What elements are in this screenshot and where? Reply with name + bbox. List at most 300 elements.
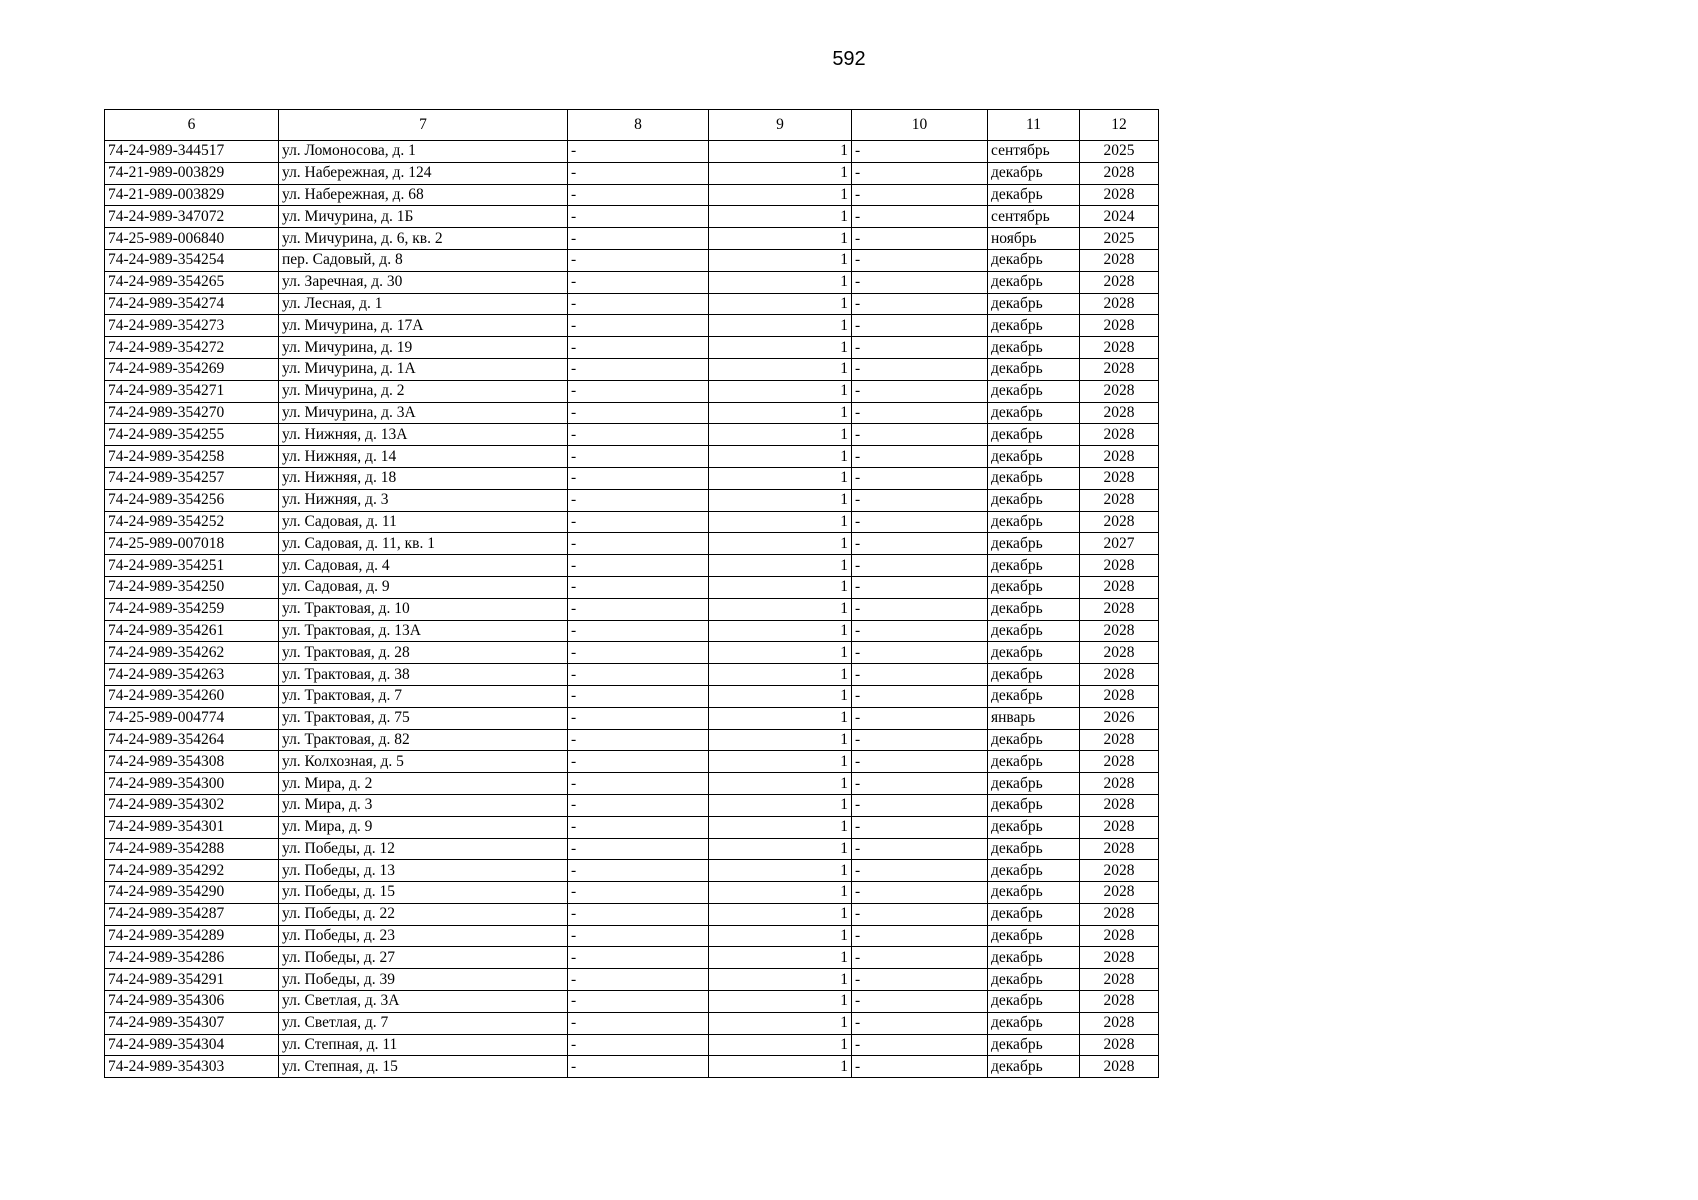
cadastral-number-cell: 74-24-989-354290: [105, 882, 279, 904]
quantity-cell: 1: [709, 446, 852, 468]
page-number: 592: [832, 48, 866, 70]
table-row: [105, 991, 1159, 1013]
col-8-cell: -: [568, 511, 709, 533]
col-8-cell: -: [568, 620, 709, 642]
year-cell: 2026: [1080, 707, 1159, 729]
cadastral-number-cell: 74-24-989-354250: [105, 576, 279, 598]
cadastral-number-cell: 74-24-989-354258: [105, 446, 279, 468]
col-10-cell: -: [852, 925, 988, 947]
col-10-cell: -: [852, 1056, 988, 1078]
year-cell: 2028: [1080, 751, 1159, 773]
table-row: [105, 925, 1159, 947]
table-row: [105, 446, 1159, 468]
col-10-cell: -: [852, 271, 988, 293]
month-cell: декабрь: [988, 380, 1080, 402]
table-row: [105, 1034, 1159, 1056]
quantity-cell: 1: [709, 598, 852, 620]
month-cell: сентябрь: [988, 206, 1080, 228]
month-cell: декабрь: [988, 402, 1080, 424]
month-cell: декабрь: [988, 467, 1080, 489]
col-10-cell: -: [852, 249, 988, 271]
col-10-cell: -: [852, 533, 988, 555]
col-header-12: 12: [1080, 110, 1159, 141]
col-10-cell: -: [852, 337, 988, 359]
cadastral-number-cell: 74-24-989-354287: [105, 903, 279, 925]
cadastral-number-cell: 74-25-989-007018: [105, 533, 279, 555]
col-10-cell: -: [852, 358, 988, 380]
col-8-cell: -: [568, 533, 709, 555]
month-cell: декабрь: [988, 751, 1080, 773]
address-cell: ул. Мичурина, д. 17А: [279, 315, 568, 337]
address-cell: ул. Трактовая, д. 13А: [279, 620, 568, 642]
cadastral-number-cell: 74-24-989-354291: [105, 969, 279, 991]
quantity-cell: 1: [709, 729, 852, 751]
col-8-cell: -: [568, 794, 709, 816]
table-row: [105, 358, 1159, 380]
address-cell: ул. Колхозная, д. 5: [279, 751, 568, 773]
col-10-cell: -: [852, 228, 988, 250]
cadastral-number-cell: 74-24-989-354303: [105, 1056, 279, 1078]
col-8-cell: -: [568, 969, 709, 991]
col-10-cell: -: [852, 467, 988, 489]
month-cell: декабрь: [988, 816, 1080, 838]
table-row: [105, 1056, 1159, 1078]
quantity-cell: 1: [709, 947, 852, 969]
address-cell: ул. Набережная, д. 68: [279, 184, 568, 206]
address-cell: ул. Нижняя, д. 18: [279, 467, 568, 489]
col-header-11: 11: [988, 110, 1080, 141]
col-8-cell: -: [568, 729, 709, 751]
quantity-cell: 1: [709, 620, 852, 642]
col-10-cell: -: [852, 511, 988, 533]
year-cell: 2028: [1080, 620, 1159, 642]
year-cell: 2028: [1080, 271, 1159, 293]
month-cell: январь: [988, 707, 1080, 729]
year-cell: 2028: [1080, 358, 1159, 380]
address-cell: пер. Садовый, д. 8: [279, 249, 568, 271]
quantity-cell: 1: [709, 794, 852, 816]
col-10-cell: -: [852, 424, 988, 446]
table-row: [105, 838, 1159, 860]
address-cell: ул. Победы, д. 39: [279, 969, 568, 991]
col-10-cell: -: [852, 402, 988, 424]
col-8-cell: -: [568, 838, 709, 860]
address-cell: ул. Садовая, д. 9: [279, 576, 568, 598]
col-10-cell: -: [852, 685, 988, 707]
month-cell: сентябрь: [988, 141, 1080, 163]
table-row: [105, 380, 1159, 402]
col-8-cell: -: [568, 271, 709, 293]
table-row: [105, 162, 1159, 184]
year-cell: 2028: [1080, 925, 1159, 947]
col-8-cell: -: [568, 773, 709, 795]
year-cell: 2028: [1080, 315, 1159, 337]
table-row: [105, 860, 1159, 882]
year-cell: 2028: [1080, 380, 1159, 402]
col-10-cell: -: [852, 1034, 988, 1056]
table-row: [105, 206, 1159, 228]
address-cell: ул. Мичурина, д. 1А: [279, 358, 568, 380]
col-10-cell: -: [852, 794, 988, 816]
year-cell: 2025: [1080, 228, 1159, 250]
quantity-cell: 1: [709, 1056, 852, 1078]
col-10-cell: -: [852, 598, 988, 620]
cadastral-number-cell: 74-24-989-354274: [105, 293, 279, 315]
year-cell: 2028: [1080, 1056, 1159, 1078]
quantity-cell: 1: [709, 141, 852, 163]
quantity-cell: 1: [709, 555, 852, 577]
year-cell: 2028: [1080, 446, 1159, 468]
col-8-cell: -: [568, 903, 709, 925]
month-cell: декабрь: [988, 947, 1080, 969]
month-cell: декабрь: [988, 598, 1080, 620]
quantity-cell: 1: [709, 293, 852, 315]
table-row: [105, 620, 1159, 642]
col-10-cell: -: [852, 642, 988, 664]
address-cell: ул. Мичурина, д. 2: [279, 380, 568, 402]
table-row: [105, 555, 1159, 577]
col-10-cell: -: [852, 860, 988, 882]
year-cell: 2028: [1080, 293, 1159, 315]
quantity-cell: 1: [709, 838, 852, 860]
quantity-cell: 1: [709, 467, 852, 489]
address-cell: ул. Мира, д. 2: [279, 773, 568, 795]
col-10-cell: -: [852, 315, 988, 337]
col-8-cell: -: [568, 489, 709, 511]
address-cell: ул. Садовая, д. 4: [279, 555, 568, 577]
address-cell: ул. Победы, д. 23: [279, 925, 568, 947]
cadastral-number-cell: 74-24-989-347072: [105, 206, 279, 228]
address-cell: ул. Победы, д. 13: [279, 860, 568, 882]
col-8-cell: -: [568, 991, 709, 1013]
col-header-7: 7: [279, 110, 568, 141]
col-8-cell: -: [568, 402, 709, 424]
col-8-cell: -: [568, 1034, 709, 1056]
cadastral-number-cell: 74-24-989-354257: [105, 467, 279, 489]
quantity-cell: 1: [709, 533, 852, 555]
address-cell: ул. Трактовая, д. 28: [279, 642, 568, 664]
month-cell: декабрь: [988, 533, 1080, 555]
col-header-6: 6: [105, 110, 279, 141]
month-cell: декабрь: [988, 838, 1080, 860]
table-row: [105, 489, 1159, 511]
table-row: [105, 882, 1159, 904]
col-8-cell: -: [568, 446, 709, 468]
year-cell: 2025: [1080, 141, 1159, 163]
col-10-cell: -: [852, 1012, 988, 1034]
month-cell: ноябрь: [988, 228, 1080, 250]
table-row: [105, 293, 1159, 315]
table-row: [105, 947, 1159, 969]
address-cell: ул. Нижняя, д. 3: [279, 489, 568, 511]
year-cell: 2028: [1080, 794, 1159, 816]
quantity-cell: 1: [709, 773, 852, 795]
table-row: [105, 271, 1159, 293]
address-cell: ул. Нижняя, д. 13А: [279, 424, 568, 446]
year-cell: 2028: [1080, 838, 1159, 860]
month-cell: декабрь: [988, 685, 1080, 707]
quantity-cell: 1: [709, 816, 852, 838]
col-10-cell: -: [852, 293, 988, 315]
col-10-cell: -: [852, 184, 988, 206]
month-cell: декабрь: [988, 446, 1080, 468]
cadastral-number-cell: 74-24-989-354251: [105, 555, 279, 577]
cadastral-number-cell: 74-24-989-354260: [105, 685, 279, 707]
quantity-cell: 1: [709, 358, 852, 380]
month-cell: декабрь: [988, 511, 1080, 533]
year-cell: 2028: [1080, 467, 1159, 489]
table-row: [105, 1012, 1159, 1034]
col-8-cell: -: [568, 925, 709, 947]
col-8-cell: -: [568, 141, 709, 163]
month-cell: декабрь: [988, 555, 1080, 577]
month-cell: декабрь: [988, 903, 1080, 925]
col-8-cell: -: [568, 751, 709, 773]
quantity-cell: 1: [709, 1012, 852, 1034]
address-cell: ул. Победы, д. 22: [279, 903, 568, 925]
address-cell: ул. Победы, д. 12: [279, 838, 568, 860]
address-cell: ул. Нижняя, д. 14: [279, 446, 568, 468]
table-row: [105, 642, 1159, 664]
year-cell: 2028: [1080, 162, 1159, 184]
col-8-cell: -: [568, 424, 709, 446]
col-10-cell: -: [852, 903, 988, 925]
col-8-cell: -: [568, 947, 709, 969]
col-8-cell: -: [568, 315, 709, 337]
col-8-cell: -: [568, 1012, 709, 1034]
month-cell: декабрь: [988, 337, 1080, 359]
quantity-cell: 1: [709, 228, 852, 250]
table-row: [105, 337, 1159, 359]
quantity-cell: 1: [709, 337, 852, 359]
address-cell: ул. Степная, д. 15: [279, 1056, 568, 1078]
month-cell: декабрь: [988, 620, 1080, 642]
address-cell: ул. Мира, д. 9: [279, 816, 568, 838]
quantity-cell: 1: [709, 424, 852, 446]
month-cell: декабрь: [988, 925, 1080, 947]
cadastral-number-cell: 74-24-989-354286: [105, 947, 279, 969]
quantity-cell: 1: [709, 751, 852, 773]
year-cell: 2028: [1080, 882, 1159, 904]
year-cell: 2028: [1080, 860, 1159, 882]
cadastral-number-cell: 74-24-989-354263: [105, 664, 279, 686]
address-cell: ул. Заречная, д. 30: [279, 271, 568, 293]
table-row: [105, 794, 1159, 816]
col-10-cell: -: [852, 882, 988, 904]
table-row: [105, 969, 1159, 991]
address-cell: ул. Мичурина, д. 3А: [279, 402, 568, 424]
cadastral-number-cell: 74-24-989-354302: [105, 794, 279, 816]
register-table: [104, 109, 1159, 1078]
quantity-cell: 1: [709, 249, 852, 271]
table-row: [105, 664, 1159, 686]
quantity-cell: 1: [709, 882, 852, 904]
col-header-9: 9: [709, 110, 852, 141]
cadastral-number-cell: 74-24-989-354270: [105, 402, 279, 424]
col-10-cell: -: [852, 773, 988, 795]
col-8-cell: -: [568, 206, 709, 228]
month-cell: декабрь: [988, 991, 1080, 1013]
quantity-cell: 1: [709, 511, 852, 533]
address-cell: ул. Мичурина, д. 1Б: [279, 206, 568, 228]
col-8-cell: -: [568, 642, 709, 664]
col-8-cell: -: [568, 598, 709, 620]
month-cell: декабрь: [988, 773, 1080, 795]
quantity-cell: 1: [709, 402, 852, 424]
year-cell: 2028: [1080, 729, 1159, 751]
col-8-cell: -: [568, 162, 709, 184]
quantity-cell: 1: [709, 315, 852, 337]
cadastral-number-cell: 74-24-989-354269: [105, 358, 279, 380]
quantity-cell: 1: [709, 642, 852, 664]
table-row: [105, 598, 1159, 620]
col-10-cell: -: [852, 729, 988, 751]
address-cell: ул. Победы, д. 27: [279, 947, 568, 969]
month-cell: декабрь: [988, 249, 1080, 271]
quantity-cell: 1: [709, 991, 852, 1013]
col-8-cell: -: [568, 467, 709, 489]
year-cell: 2028: [1080, 664, 1159, 686]
month-cell: декабрь: [988, 642, 1080, 664]
month-cell: декабрь: [988, 576, 1080, 598]
cadastral-number-cell: 74-24-989-354254: [105, 249, 279, 271]
address-cell: ул. Трактовая, д. 7: [279, 685, 568, 707]
address-cell: ул. Трактовая, д. 10: [279, 598, 568, 620]
year-cell: 2028: [1080, 424, 1159, 446]
table-row: [105, 729, 1159, 751]
col-8-cell: -: [568, 1056, 709, 1078]
col-8-cell: -: [568, 882, 709, 904]
year-cell: 2028: [1080, 598, 1159, 620]
col-10-cell: -: [852, 620, 988, 642]
year-cell: 2028: [1080, 642, 1159, 664]
col-8-cell: -: [568, 293, 709, 315]
quantity-cell: 1: [709, 685, 852, 707]
cadastral-number-cell: 74-24-989-354271: [105, 380, 279, 402]
cadastral-number-cell: 74-24-989-354308: [105, 751, 279, 773]
cadastral-number-cell: 74-24-989-344517: [105, 141, 279, 163]
month-cell: декабрь: [988, 1056, 1080, 1078]
col-10-cell: -: [852, 947, 988, 969]
table-row: [105, 751, 1159, 773]
col-8-cell: -: [568, 664, 709, 686]
table-row: [105, 402, 1159, 424]
cadastral-number-cell: 74-25-989-004774: [105, 707, 279, 729]
cadastral-number-cell: 74-24-989-354264: [105, 729, 279, 751]
month-cell: декабрь: [988, 293, 1080, 315]
col-10-cell: -: [852, 380, 988, 402]
address-cell: ул. Трактовая, д. 82: [279, 729, 568, 751]
quantity-cell: 1: [709, 380, 852, 402]
year-cell: 2028: [1080, 773, 1159, 795]
quantity-cell: 1: [709, 925, 852, 947]
month-cell: декабрь: [988, 424, 1080, 446]
address-cell: ул. Светлая, д. 7: [279, 1012, 568, 1034]
table-row: [105, 249, 1159, 271]
address-cell: ул. Победы, д. 15: [279, 882, 568, 904]
col-10-cell: -: [852, 555, 988, 577]
cadastral-number-cell: 74-24-989-354288: [105, 838, 279, 860]
col-10-cell: -: [852, 816, 988, 838]
col-8-cell: -: [568, 337, 709, 359]
year-cell: 2028: [1080, 685, 1159, 707]
table-row: [105, 816, 1159, 838]
cadastral-number-cell: 74-24-989-354301: [105, 816, 279, 838]
col-8-cell: -: [568, 685, 709, 707]
col-10-cell: -: [852, 576, 988, 598]
table-row: [105, 773, 1159, 795]
quantity-cell: 1: [709, 206, 852, 228]
quantity-cell: 1: [709, 969, 852, 991]
address-cell: ул. Светлая, д. 3А: [279, 991, 568, 1013]
table-row: [105, 424, 1159, 446]
month-cell: декабрь: [988, 1034, 1080, 1056]
col-8-cell: -: [568, 860, 709, 882]
year-cell: 2028: [1080, 576, 1159, 598]
table-row: [105, 685, 1159, 707]
table-row: [105, 533, 1159, 555]
year-cell: 2028: [1080, 511, 1159, 533]
month-cell: декабрь: [988, 184, 1080, 206]
col-10-cell: -: [852, 446, 988, 468]
col-10-cell: -: [852, 838, 988, 860]
address-cell: ул. Степная, д. 11: [279, 1034, 568, 1056]
table-row: [105, 576, 1159, 598]
address-cell: ул. Мичурина, д. 6, кв. 2: [279, 228, 568, 250]
col-10-cell: -: [852, 707, 988, 729]
header-row: [105, 110, 1159, 141]
quantity-cell: 1: [709, 903, 852, 925]
year-cell: 2024: [1080, 206, 1159, 228]
cadastral-number-cell: 74-24-989-354259: [105, 598, 279, 620]
table-body: [105, 141, 1159, 1078]
cadastral-number-cell: 74-24-989-354265: [105, 271, 279, 293]
cadastral-number-cell: 74-24-989-354273: [105, 315, 279, 337]
address-cell: ул. Ломоносова, д. 1: [279, 141, 568, 163]
month-cell: декабрь: [988, 271, 1080, 293]
cadastral-number-cell: 74-24-989-354261: [105, 620, 279, 642]
year-cell: 2028: [1080, 991, 1159, 1013]
cadastral-number-cell: 74-21-989-003829: [105, 184, 279, 206]
table-row: [105, 707, 1159, 729]
col-10-cell: -: [852, 206, 988, 228]
year-cell: 2028: [1080, 969, 1159, 991]
quantity-cell: 1: [709, 1034, 852, 1056]
cadastral-number-cell: 74-25-989-006840: [105, 228, 279, 250]
cadastral-number-cell: 74-24-989-354272: [105, 337, 279, 359]
col-header-10: 10: [852, 110, 988, 141]
quantity-cell: 1: [709, 860, 852, 882]
month-cell: декабрь: [988, 969, 1080, 991]
table-row: [105, 141, 1159, 163]
cadastral-number-cell: 74-24-989-354255: [105, 424, 279, 446]
col-10-cell: -: [852, 162, 988, 184]
year-cell: 2028: [1080, 489, 1159, 511]
quantity-cell: 1: [709, 184, 852, 206]
year-cell: 2028: [1080, 249, 1159, 271]
year-cell: 2028: [1080, 402, 1159, 424]
cadastral-number-cell: 74-24-989-354252: [105, 511, 279, 533]
col-10-cell: -: [852, 141, 988, 163]
year-cell: 2028: [1080, 184, 1159, 206]
col-8-cell: -: [568, 249, 709, 271]
col-10-cell: -: [852, 664, 988, 686]
address-cell: ул. Садовая, д. 11: [279, 511, 568, 533]
month-cell: декабрь: [988, 162, 1080, 184]
year-cell: 2028: [1080, 555, 1159, 577]
cadastral-number-cell: 74-24-989-354307: [105, 1012, 279, 1034]
month-cell: декабрь: [988, 860, 1080, 882]
